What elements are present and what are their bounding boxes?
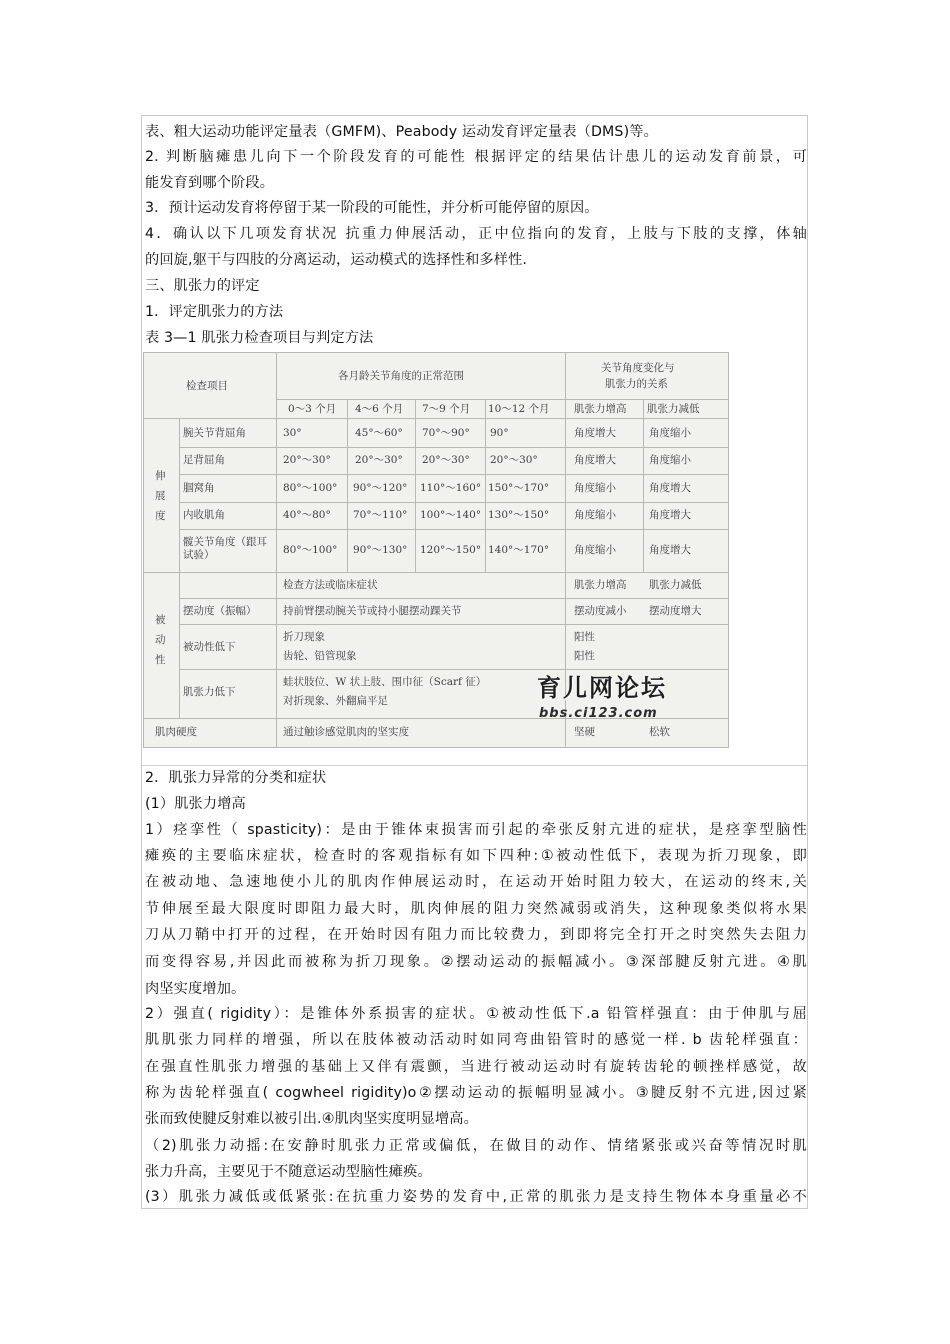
cell: 20°～30° [422,454,470,466]
cell: 40°～80° [283,509,331,521]
cell: 150°～170° [488,482,550,494]
text-line: 的回旋,躯干与四肢的分离运动，运动模式的选择性和多样性. [145,252,528,268]
section-divider [142,765,807,766]
cell: 120°～150° [420,544,482,556]
cell: 摆动度减小 [574,605,627,617]
text-line: 张力升高，主要见于不随意运动型脑性瘫痪。 [145,1164,432,1180]
text-line: 肉坚实度增加。 [145,981,246,997]
cell: 阳性 [574,631,595,643]
tone-high-label: 肌张力增高 [574,403,627,415]
tone-high-label: 肌张力增高 [574,579,627,591]
cell: 80°～100° [283,544,338,556]
group-label: 伸 [155,470,166,482]
cell: 70°～90° [422,427,470,439]
cell: 角度缩小 [649,427,691,439]
tone-assessment-table-image [143,352,729,748]
row-name: 肌肉硬度 [155,726,197,738]
table-header-angle: 各月龄关节角度的正常范围 [338,370,464,382]
subsection-heading: 2．肌张力异常的分类和症状 [145,770,327,786]
cell: 角度增大 [649,509,691,521]
cell: 角度缩小 [574,509,616,521]
cell: 角度增大 [649,482,691,494]
cell: 110°～160° [420,482,482,494]
cell: 蛙状肢位、W 状上肢、围巾征（Scarf 征） [283,676,487,688]
group-label: 性 [155,654,166,666]
watermark-logo: 育儿网论坛 [537,674,667,702]
text-line: 肌肌张力同样的增强，所以在肢体被动活动时如同弯曲铅管时的感觉一样. b 齿轮样强直： [145,1032,807,1048]
cell: 130°～150° [488,509,550,521]
cell: 80°～100° [283,482,338,494]
cell: 阳性 [574,650,595,662]
row-name: 腘窝角 [183,482,215,494]
month-label: 0～3 个月 [288,403,337,415]
cell: 30° [283,427,302,439]
cell: 齿轮、铅管现象 [283,650,357,662]
row-name: 内收肌角 [183,509,225,521]
month-label: 4～6 个月 [355,403,404,415]
group-label: 度 [155,510,166,522]
text-line: 2. 判断脑瘫患儿向下一个阶段发育的可能性 根据评定的结果估计患儿的运动发育前景，可 [145,149,807,165]
text-line: 瘫痪的主要临床症状，检查时的客观指标有如下四种:①被动性低下，表现为折刀现象，即 [145,848,807,864]
cell: 45°～60° [355,427,403,439]
cell: 100°～140° [420,509,482,521]
cell: 松软 [649,726,670,738]
watermark-url: bbs.ci123.com [539,706,658,721]
section-heading: 三、肌张力的评定 [145,278,260,294]
cell: 对折现象、外翻扁平足 [283,695,388,707]
cell: 角度缩小 [574,544,616,556]
cell: 20°～30° [490,454,538,466]
row-name: 摆动度（振幅） [183,605,257,617]
cell: 20°～30° [355,454,403,466]
text-line: 张而致使腱反射难以被引出.④肌肉坚实度明显增高。 [145,1111,478,1127]
cell: 坚硬 [574,726,595,738]
row-name: 被动性低下 [183,641,236,653]
method-header: 检查方法或临床症状 [283,579,378,591]
row-name: 腕关节背屈角 [183,427,246,439]
group-label: 展 [155,490,166,502]
text-line: (3）肌张力减低或低紧张:在抗重力姿势的发育中,正常的肌张力是支持生物体本身重量必不 [145,1189,807,1205]
table-header-item: 检查项目 [186,380,228,392]
cell: 折刀现象 [283,631,325,643]
table-header-relation: 关节角度变化与 [601,362,675,374]
text-line: 2）强直( rigidity）：是锥体外系损害的症状。①被动性低下.a 铅管样强直：由于伸肌与屈 [145,1006,807,1022]
cell: 90°～120° [353,482,408,494]
cell: 持前臂摆动腕关节或持小腿摆动踝关节 [283,605,462,617]
cell: 70°～110° [353,509,408,521]
text-line: 能发育到哪个阶段。 [145,175,275,191]
cell: 90° [490,427,509,439]
cell: 角度增大 [574,427,616,439]
text-line: 在强直性肌张力增强的基础上又伴有震颤，当进行被动运动时有旋转齿轮的顿挫样感觉，故 [145,1059,807,1075]
tone-low-label: 肌张力减低 [649,579,702,591]
cell: 角度增大 [574,454,616,466]
month-label: 10～12 个月 [488,403,550,415]
cell: 20°～30° [283,454,331,466]
text-line: 称为齿轮样强直( cogwheel rigidity)o②摆动运动的振幅明显减小。③腱反射不亢进,因过紧 [145,1085,807,1101]
cell: 角度缩小 [649,454,691,466]
cell: 角度缩小 [574,482,616,494]
group-label: 动 [155,634,166,646]
row-name: 髋关节角度（跟耳试验） [183,536,267,561]
text-line: 在被动地、急速地使小儿的肌肉作伸展运动时，在运动开始时阻力较大，在运动的终末,关 [145,874,807,890]
table-caption: 表 3—1 肌张力检查项目与判定方法 [145,330,374,346]
tone-low-label: 肌张力减低 [647,403,700,415]
month-label: 7～9 个月 [422,403,471,415]
cell: 140°～170° [488,544,550,556]
group-label: 被 [155,614,166,626]
text-line: 节伸展至最大限度时即阻力最大时，肌肉伸展的阻力突然减弱或消失，这种现象类似将水果 [145,901,807,917]
text-line: 表、粗大运动功能评定量表（GMFM)、Peabody 运动发育评定量表（DMS)等。 [145,124,658,140]
cell: 90°～130° [353,544,408,556]
cell: 通过触诊感觉肌肉的坚实度 [283,726,409,738]
subsection-heading: (1）肌张力增高 [145,796,246,812]
row-name: 肌张力低下 [183,686,236,698]
subsection-heading: 1．评定肌张力的方法 [145,304,284,320]
table-header-relation: 肌张力的关系 [605,378,668,390]
text-line: 3．预计运动发育将停留于某一阶段的可能性，并分析可能停留的原因。 [145,200,599,216]
cell: 角度增大 [649,544,691,556]
cell: 摆动度增大 [649,605,702,617]
text-line: 刀从刀鞘中打开的过程，在开始时因有阻力而比较费力，到即将完全打开之时突然失去阻力 [145,927,807,943]
text-line: 1）痉挛性（ spasticity)：是由于锥体束损害而引起的牵张反射亢进的症状，是痉挛型脑性 [145,822,807,838]
text-line: 4．确认以下几项发育状况 抗重力伸展活动，正中位指向的发育，上肢与下肢的支撑，体轴 [145,226,807,242]
text-line: （2)肌张力动摇:在安静时肌张力正常或偏低，在做目的动作、情绪紧张或兴奋等情况时肌 [145,1138,807,1154]
row-name: 足背屈角 [183,454,225,466]
text-line: 而变得容易,并因此而被称为折刀现象。②摆动运动的振幅减小。③深部腱反射亢进。④肌 [145,954,807,970]
